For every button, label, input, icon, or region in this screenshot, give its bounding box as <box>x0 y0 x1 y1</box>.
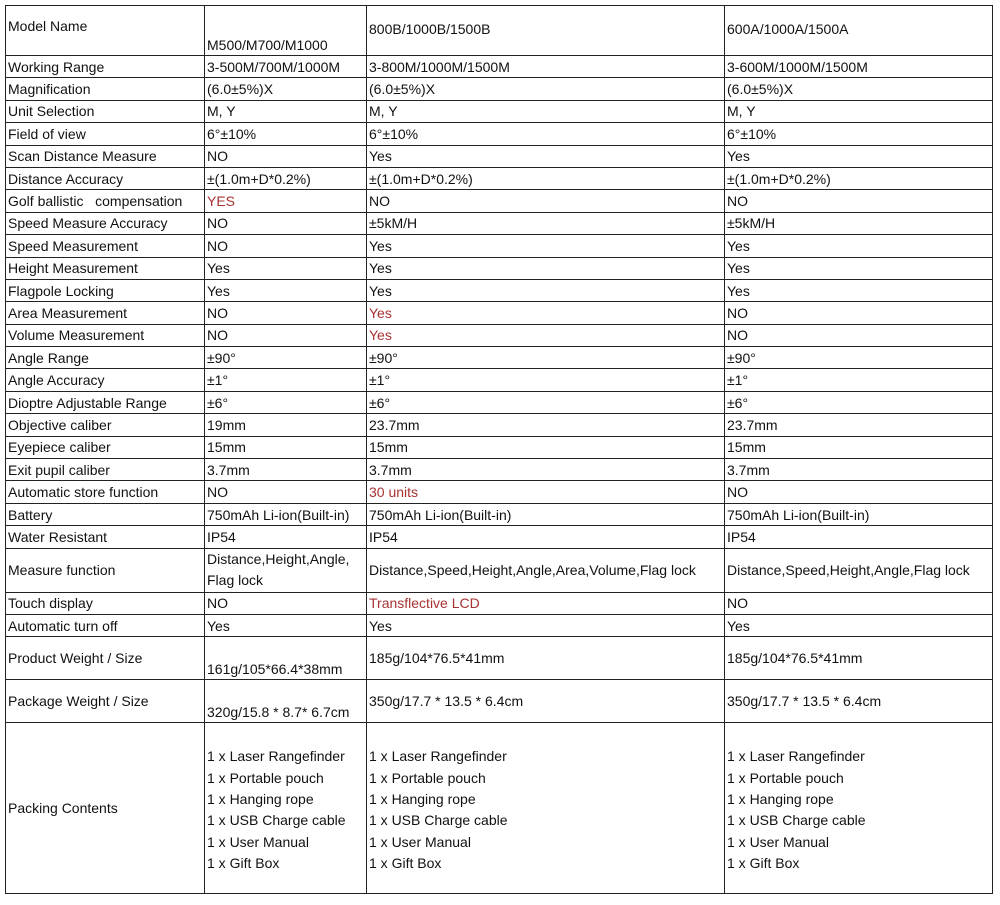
cell-m: Distance,Height,Angle, Flag lock <box>205 548 367 592</box>
row-label: Dioptre Adjustable Range <box>6 391 205 413</box>
row-label: Exit pupil caliber <box>6 459 205 481</box>
row-label: Unit Selection <box>6 100 205 122</box>
packing-item: 1 x Gift Box <box>369 855 442 872</box>
cell-m: ±(1.0m+D*0.2%) <box>205 167 367 189</box>
packing-item: 1 x Portable pouch <box>207 769 324 786</box>
row-label: Automatic turn off <box>6 614 205 636</box>
cell-b: 3.7mm <box>367 459 725 481</box>
row-label: Angle Accuracy <box>6 369 205 391</box>
row-label: Magnification <box>6 78 205 100</box>
cell-a: Yes <box>725 279 993 301</box>
cell-b: 6°±10% <box>367 123 725 145</box>
cell-m: 15mm <box>205 436 367 458</box>
row-label: Battery <box>6 503 205 525</box>
cell-a: ±(1.0m+D*0.2%) <box>725 167 993 189</box>
cell-m: ±6° <box>205 391 367 413</box>
cell-m: NO <box>205 324 367 346</box>
packing-item: 1 x Laser Rangefinder <box>369 748 507 765</box>
cell-a: 185g/104*76.5*41mm <box>725 637 993 680</box>
row-speed-measurement <box>6 235 993 257</box>
cell-a: 3-600M/1000M/1500M <box>725 56 993 78</box>
row-auto-store <box>6 481 993 503</box>
row-golf-ballistic <box>6 190 993 212</box>
cell-m: NO <box>205 592 367 614</box>
packing-item: 1 x Portable pouch <box>369 769 486 786</box>
spec-table <box>5 5 993 894</box>
row-battery <box>6 503 993 525</box>
cell-m: NO <box>205 302 367 324</box>
cell-b: M, Y <box>367 100 725 122</box>
cell-b: Yes <box>367 145 725 167</box>
row-touch-display <box>6 592 993 614</box>
row-label: Angle Range <box>6 347 205 369</box>
packing-item: 1 x Laser Rangefinder <box>207 748 345 765</box>
cell-b: 23.7mm <box>367 414 725 436</box>
cell-b-packing <box>367 723 725 894</box>
packing-item: 1 x Hanging rope <box>727 790 834 807</box>
row-label: Field of view <box>6 123 205 145</box>
packing-item: 1 x USB Charge cable <box>207 812 346 829</box>
cell-m: 19mm <box>205 414 367 436</box>
cell-a: IP54 <box>725 526 993 548</box>
cell-b: Yes <box>367 235 725 257</box>
row-label: Distance Accuracy <box>6 167 205 189</box>
row-label: Golf ballistic compensation <box>6 190 205 212</box>
row-field-of-view <box>6 123 993 145</box>
cell-m: (6.0±5%)X <box>205 78 367 100</box>
cell-a: ±6° <box>725 391 993 413</box>
cell-b: 350g/17.7 * 13.5 * 6.4cm <box>367 680 725 723</box>
cell-a: Yes <box>725 614 993 636</box>
row-unit-selection <box>6 100 993 122</box>
row-label: Touch display <box>6 592 205 614</box>
row-angle-range <box>6 347 993 369</box>
row-flagpole-locking <box>6 279 993 301</box>
cell-m: 3.7mm <box>205 459 367 481</box>
packing-item: 1 x User Manual <box>207 833 309 850</box>
cell-a: (6.0±5%)X <box>725 78 993 100</box>
row-label: Product Weight / Size <box>6 637 205 680</box>
packing-item: 1 x User Manual <box>727 833 829 850</box>
row-angle-accuracy <box>6 369 993 391</box>
cell-a: Yes <box>725 235 993 257</box>
cell-b: ±1° <box>367 369 725 391</box>
row-exit-pupil <box>6 459 993 481</box>
row-eyepiece-caliber <box>6 436 993 458</box>
cell-b: ±90° <box>367 347 725 369</box>
cell-a: M, Y <box>725 100 993 122</box>
cell-b: Yes <box>367 614 725 636</box>
header-row <box>6 6 993 56</box>
row-label: Package Weight / Size <box>6 680 205 723</box>
row-label: Objective caliber <box>6 414 205 436</box>
cell-a: ±1° <box>725 369 993 391</box>
row-water-resistant <box>6 526 993 548</box>
cell-a: 350g/17.7 * 13.5 * 6.4cm <box>725 680 993 723</box>
row-label: Automatic store function <box>6 481 205 503</box>
cell-a: 23.7mm <box>725 414 993 436</box>
cell-a: 6°±10% <box>725 123 993 145</box>
cell-b-highlight: 30 units <box>367 481 725 503</box>
packing-item: 1 x Hanging rope <box>369 790 476 807</box>
cell-m: Yes <box>205 257 367 279</box>
cell-a: NO <box>725 481 993 503</box>
row-area-measurement <box>6 302 993 324</box>
cell-b: 750mAh Li-ion(Built-in) <box>367 503 725 525</box>
row-label: Water Resistant <box>6 526 205 548</box>
cell-m: 3-500M/700M/1000M <box>205 56 367 78</box>
row-label: Area Measurement <box>6 302 205 324</box>
cell-b: 185g/104*76.5*41mm <box>367 637 725 680</box>
row-auto-turn-off <box>6 614 993 636</box>
cell-m: NO <box>205 145 367 167</box>
cell-m: 750mAh Li-ion(Built-in) <box>205 503 367 525</box>
packing-item: 1 x USB Charge cable <box>727 812 866 829</box>
cell-m: NO <box>205 481 367 503</box>
cell-b: ±(1.0m+D*0.2%) <box>367 167 725 189</box>
packing-item: 1 x Laser Rangefinder <box>727 748 865 765</box>
cell-b: NO <box>367 190 725 212</box>
cell-b-highlight: Yes <box>367 324 725 346</box>
row-label: Speed Measure Accuracy <box>6 212 205 234</box>
cell-a: 750mAh Li-ion(Built-in) <box>725 503 993 525</box>
row-magnification <box>6 78 993 100</box>
packing-list <box>369 742 724 874</box>
cell-b: 3-800M/1000M/1500M <box>367 56 725 78</box>
cell-b: Yes <box>367 279 725 301</box>
packing-item: 1 x User Manual <box>369 833 471 850</box>
cell-a: ±5kM/H <box>725 212 993 234</box>
row-product-weight <box>6 637 993 680</box>
row-label: Packing Contents <box>6 723 205 894</box>
cell-m: Yes <box>205 614 367 636</box>
row-label: Volume Measurement <box>6 324 205 346</box>
cell-b-highlight: Transflective LCD <box>367 592 725 614</box>
cell-a: 15mm <box>725 436 993 458</box>
cell-m: IP54 <box>205 526 367 548</box>
cell-m: ±90° <box>205 347 367 369</box>
header-label: Model Name <box>6 6 205 56</box>
cell-b: ±5kM/H <box>367 212 725 234</box>
cell-b: (6.0±5%)X <box>367 78 725 100</box>
cell-m: NO <box>205 212 367 234</box>
row-measure-function <box>6 548 993 592</box>
cell-a: Distance,Speed,Height,Angle,Flag lock <box>725 548 993 592</box>
cell-m: 6°±10% <box>205 123 367 145</box>
row-label: Eyepiece caliber <box>6 436 205 458</box>
row-scan-distance <box>6 145 993 167</box>
cell-m: 320g/15.8 * 8.7* 6.7cm <box>205 680 367 723</box>
model-m-series: M500/M700/M1000 <box>205 6 367 56</box>
cell-a: NO <box>725 592 993 614</box>
cell-a: NO <box>725 190 993 212</box>
cell-b: IP54 <box>367 526 725 548</box>
packing-list <box>727 742 992 874</box>
cell-m: 161g/105*66.4*38mm <box>205 637 367 680</box>
cell-m: NO <box>205 235 367 257</box>
cell-m: Yes <box>205 279 367 301</box>
row-dioptre-range <box>6 391 993 413</box>
cell-a: Yes <box>725 257 993 279</box>
row-label: Measure function <box>6 548 205 592</box>
cell-m: M, Y <box>205 100 367 122</box>
row-objective-caliber <box>6 414 993 436</box>
cell-a-packing <box>725 723 993 894</box>
row-packing-contents <box>6 723 993 894</box>
row-label: Flagpole Locking <box>6 279 205 301</box>
row-distance-accuracy <box>6 167 993 189</box>
cell-m: ±1° <box>205 369 367 391</box>
packing-item: 1 x Gift Box <box>207 855 280 872</box>
cell-b: Yes <box>367 257 725 279</box>
row-label: Speed Measurement <box>6 235 205 257</box>
row-height-measurement <box>6 257 993 279</box>
cell-m-highlight: YES <box>205 190 367 212</box>
row-label: Scan Distance Measure <box>6 145 205 167</box>
cell-a: 3.7mm <box>725 459 993 481</box>
packing-item: 1 x USB Charge cable <box>369 812 508 829</box>
model-b-series: 800B/1000B/1500B <box>367 6 725 56</box>
packing-item: 1 x Hanging rope <box>207 790 314 807</box>
row-package-weight <box>6 680 993 723</box>
row-speed-accuracy <box>6 212 993 234</box>
row-working-range <box>6 56 993 78</box>
cell-b-highlight: Yes <box>367 302 725 324</box>
cell-a: ±90° <box>725 347 993 369</box>
cell-b: Distance,Speed,Height,Angle,Area,Volume,Flag lock <box>367 548 725 592</box>
row-label: Working Range <box>6 56 205 78</box>
row-label: Height Measurement <box>6 257 205 279</box>
cell-b: ±6° <box>367 391 725 413</box>
row-volume-measurement <box>6 324 993 346</box>
packing-item: 1 x Gift Box <box>727 855 800 872</box>
packing-item: 1 x Portable pouch <box>727 769 844 786</box>
cell-a: NO <box>725 324 993 346</box>
cell-m-packing <box>205 723 367 894</box>
cell-a: NO <box>725 302 993 324</box>
packing-list <box>207 742 366 874</box>
cell-a: Yes <box>725 145 993 167</box>
cell-b: 15mm <box>367 436 725 458</box>
model-a-series: 600A/1000A/1500A <box>725 6 993 56</box>
